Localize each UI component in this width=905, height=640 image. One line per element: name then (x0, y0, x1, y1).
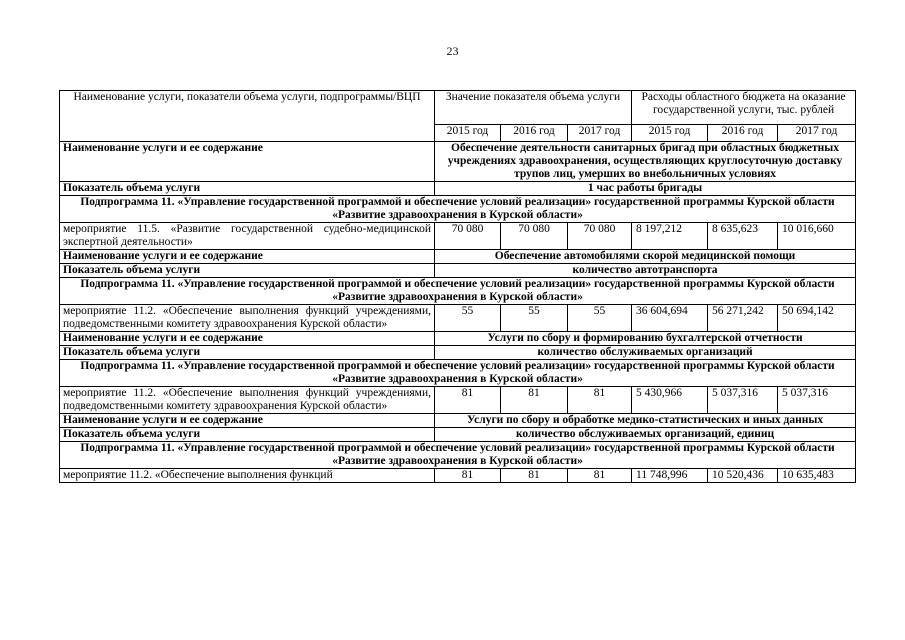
indicator-label: Показатель объема услуги (60, 428, 435, 442)
activity-name: мероприятие 11.2. «Обеспечение выполнения функций (60, 469, 435, 483)
subprogram-row (60, 278, 856, 305)
expense-cell: 11 748,996 (632, 469, 708, 483)
expense-cell: 56 271,242 (708, 305, 778, 332)
expense-cell: 10 635,483 (778, 469, 856, 483)
subprogram-title: Подпрограмма 11. «Управление государственной программой и обеспечение условий реализации» государственной программы Курской области «Развитие здравоохранения в Курской области» (60, 442, 856, 469)
value-cell: 81 (435, 387, 501, 414)
expense-cell: 5 037,316 (778, 387, 856, 414)
activity-name: мероприятие 11.2. «Обеспечение выполнения функций учреждениями, подведомственными комитету здравоохранения Курской области» (60, 387, 435, 414)
year-cell: 2016 год (708, 124, 778, 141)
expense-cell: 8 635,623 (708, 223, 778, 250)
year-cell: 2017 год (568, 124, 632, 141)
service-value: Услуги по сбору и обработке медико-статистических и иных данных (435, 414, 856, 428)
header-row (60, 91, 856, 125)
expense-cell: 5 430,966 (632, 387, 708, 414)
value-cell: 70 080 (568, 223, 632, 250)
expense-cell: 10 520,436 (708, 469, 778, 483)
indicator-row (60, 346, 856, 360)
expense-cell: 10 016,660 (778, 223, 856, 250)
value-cell: 70 080 (501, 223, 568, 250)
indicator-row (60, 264, 856, 278)
subprogram-title: Подпрограмма 11. «Управление государственной программой и обеспечение условий реализации» государственной программы Курской области «Развитие здравоохранения в Курской области» (60, 278, 856, 305)
service-label: Наименование услуги и ее содержание (60, 250, 435, 264)
expense-cell: 5 037,316 (708, 387, 778, 414)
indicator-value: количество автотранспорта (435, 264, 856, 278)
value-cell: 55 (501, 305, 568, 332)
value-cell: 81 (568, 469, 632, 483)
activity-name: мероприятие 11.2. «Обеспечение выполнения функций учреждениями, подведомственными комитету здравоохранения Курской области» (60, 305, 435, 332)
year-cell: 2017 год (778, 124, 856, 141)
header-name-cell: Наименование услуги, показатели объема услуги, подпрограммы/ВЦП (60, 91, 435, 142)
expense-cell: 36 604,694 (632, 305, 708, 332)
subprogram-title: Подпрограмма 11. «Управление государственной программой и обеспечение условий реализации» государственной программы Курской области «Развитие здравоохранения в Курской области» (60, 196, 856, 223)
indicator-value: количество обслуживаемых организаций, единиц (435, 428, 856, 442)
year-cell: 2015 год (632, 124, 708, 141)
activity-row (60, 223, 856, 250)
service-value: Услуги по сбору и формированию бухгалтерской отчетности (435, 332, 856, 346)
indicator-label: Показатель объема услуги (60, 264, 435, 278)
page-number: 23 (446, 44, 459, 58)
header-expense-cell: Расходы областного бюджета на оказание государственной услуги, тыс. рублей (632, 91, 856, 125)
subprogram-row (60, 442, 856, 469)
activity-name: мероприятие 11.5. «Развитие государственной судебно-медицинской экспертной деятельности» (60, 223, 435, 250)
service-label: Наименование услуги и ее содержание (60, 142, 435, 182)
subprogram-row (60, 196, 856, 223)
value-cell: 81 (435, 469, 501, 483)
budget-table (59, 90, 856, 483)
value-cell: 81 (501, 387, 568, 414)
service-row (60, 414, 856, 428)
activity-row (60, 469, 856, 483)
value-cell: 81 (568, 387, 632, 414)
subprogram-row (60, 360, 856, 387)
indicator-label: Показатель объема услуги (60, 182, 435, 196)
year-cell: 2015 год (435, 124, 501, 141)
service-row (60, 332, 856, 346)
value-cell: 70 080 (435, 223, 501, 250)
service-value: Обеспечение деятельности санитарных бригад при областных бюджетных учреждениях здравоохранения, осуществляющих круглосуточную доставку трупов лиц, умерших во внебольничных условиях (435, 142, 856, 182)
value-cell: 55 (568, 305, 632, 332)
header-value-cell: Значение показателя объема услуги (435, 91, 632, 125)
year-cell: 2016 год (501, 124, 568, 141)
service-row (60, 142, 856, 182)
activity-row (60, 305, 856, 332)
indicator-value: количество обслуживаемых организаций (435, 346, 856, 360)
expense-cell: 50 694,142 (778, 305, 856, 332)
service-label: Наименование услуги и ее содержание (60, 332, 435, 346)
indicator-row (60, 182, 856, 196)
activity-row (60, 387, 856, 414)
indicator-label: Показатель объема услуги (60, 346, 435, 360)
expense-cell: 8 197,212 (632, 223, 708, 250)
service-label: Наименование услуги и ее содержание (60, 414, 435, 428)
value-cell: 55 (435, 305, 501, 332)
service-row (60, 250, 856, 264)
indicator-row (60, 428, 856, 442)
indicator-value: 1 час работы бригады (435, 182, 856, 196)
value-cell: 81 (501, 469, 568, 483)
subprogram-title: Подпрограмма 11. «Управление государственной программой и обеспечение условий реализации» государственной программы Курской области «Развитие здравоохранения в Курской области» (60, 360, 856, 387)
service-value: Обеспечение автомобилями скорой медицинской помощи (435, 250, 856, 264)
